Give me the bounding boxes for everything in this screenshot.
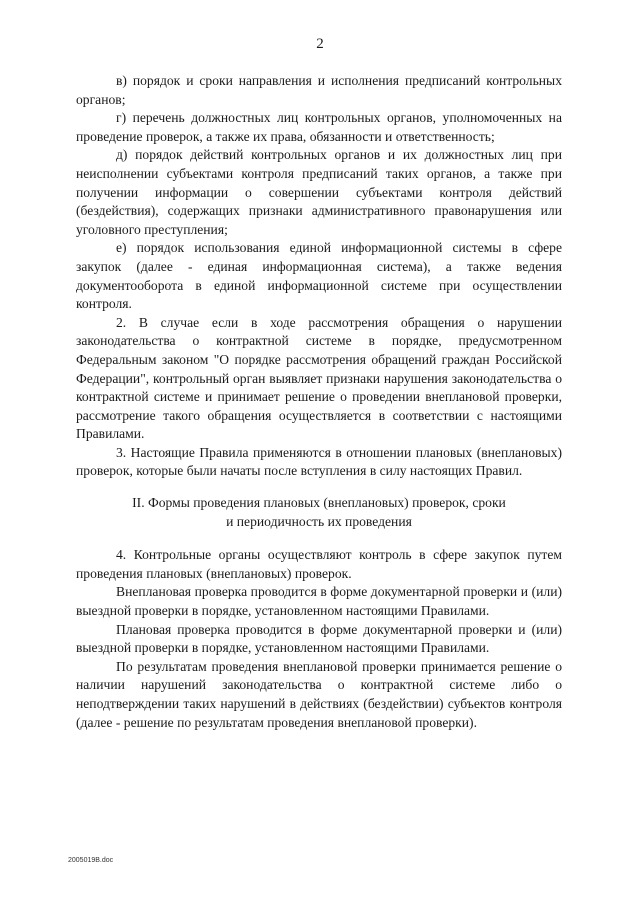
paragraph-item-g: г) перечень должностных лиц контрольных органов, уполномоченных на проведение проверок, а также их права, обязанности и ответственность; bbox=[76, 110, 562, 144]
section-heading-line2: и периодичность их проведения bbox=[226, 513, 412, 529]
paragraph-clause-3: 3. Настоящие Правила применяются в отношении плановых (внеплановых) проверок, которые были начаты после вступления в силу настоящих Правил. bbox=[76, 444, 562, 479]
paragraph-scheduled-check: Плановая проверка проводится в форме документарной проверки и (или) выездной проверки в порядке, установленном настоящими Правилами. bbox=[76, 621, 562, 656]
paragraph-unscheduled-check: Внеплановая проверка проводится в форме документарной проверки и (или) выездной проверки в порядке, установленном настоящими Правилами. bbox=[76, 584, 562, 619]
section-heading-line1: II. Формы проведения плановых (внеплановых) проверок, сроки bbox=[132, 495, 506, 511]
footer-filename: 2005019B.doc bbox=[68, 857, 114, 864]
paragraph-item-v: в) порядок и сроки направления и исполнения предписаний контрольных органов; bbox=[76, 73, 562, 107]
section-heading bbox=[76, 494, 562, 531]
paragraph-check-results: По результатам проведения внеплановой проверки принимается решение о наличии нарушений законодательства о контрактной системе либо о неподтверждении таких нарушений в действиях (бездействии) субъектов контроля (далее - решение по результатам проведения внеплановой проверки). bbox=[76, 658, 562, 730]
paragraph-clause-4: 4. Контрольные органы осуществляют контроль в сфере закупок путем проведения плановых (внеплановых) проверок. bbox=[76, 547, 562, 581]
paragraph-clause-2: 2. В случае если в ходе рассмотрения обращения о нарушении законодательства о контрактной системе в порядке, предусмотренном Федеральным законом "О порядке рассмотрения обращений граждан Российской Федерации", контрольный орган выявляет признаки нарушения законодательства о контрактной системе и принимает решение о проведении внеплановой проверки, рассмотрение такого обращения осуществляется в соответствии с настоящими Правилами. bbox=[76, 314, 562, 442]
document-body bbox=[76, 72, 562, 732]
page-number: 2 bbox=[316, 36, 324, 52]
paragraph-item-d: д) порядок действий контрольных органов и их должностных лиц при неисполнении субъектами контроля предписаний таких органов, а также при получении информации о совершении субъектами контроля действий (бездействия), содержащих признаки административного правонарушения или уголовного преступления; bbox=[76, 147, 562, 237]
paragraph-item-e: е) порядок использования единой информационной системы в сфере закупок (далее - единая информационная система), а также ведения документооборота в единой информационной системе при осуществлении контроля. bbox=[76, 240, 562, 312]
